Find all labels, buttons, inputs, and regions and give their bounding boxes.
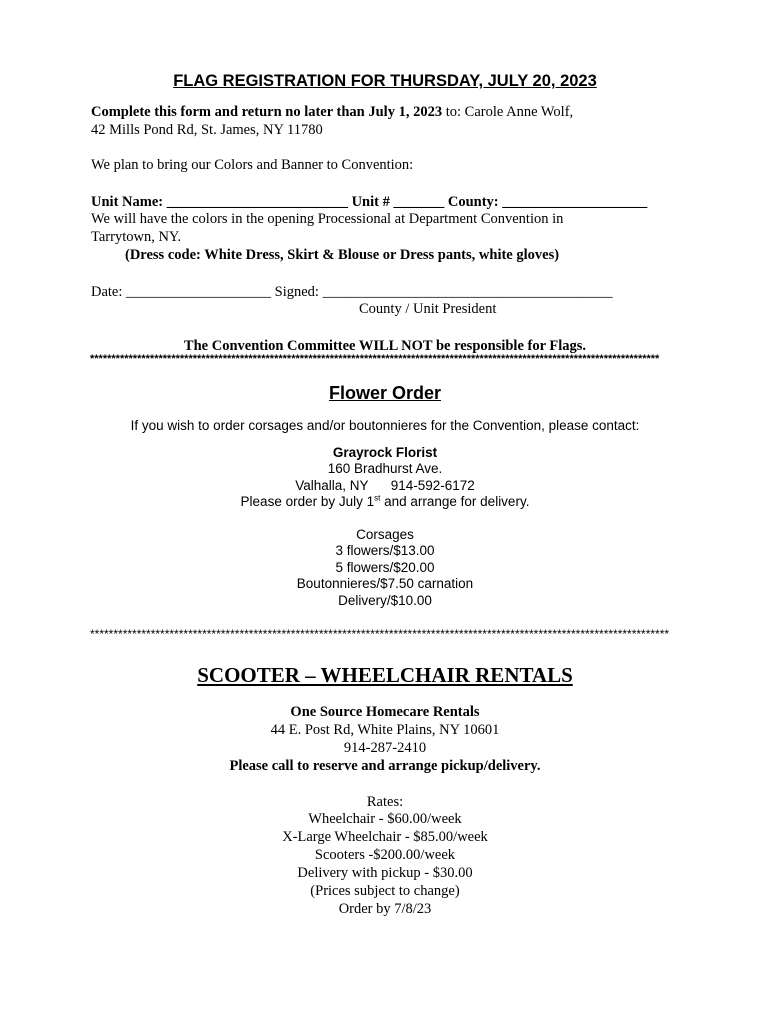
rate-item: Wheelchair - $60.00/week xyxy=(308,811,462,827)
florist-city-phone: Valhalla, NY 914-592-6172 xyxy=(295,478,475,493)
unit-fields-line[interactable]: Unit Name: _________________________ Unit # _______ County: ____________________ xyxy=(91,194,648,210)
flag-plan-text: We plan to bring our Colors and Banner to Convention: xyxy=(91,157,414,173)
rental-phone: 914-287-2410 xyxy=(343,740,427,756)
flower-intro: If you wish to order corsages and/or boutonnieres for the Convention, please contact: xyxy=(130,418,640,433)
colors-processional-text: We will have the colors in the opening Processional at Department Convention in xyxy=(91,211,564,227)
scooter-rentals-title: SCOOTER – WHEELCHAIR RENTALS xyxy=(197,663,573,687)
date-signed-line[interactable]: Date: ____________________ Signed: ________________________________________ xyxy=(91,284,613,300)
flag-return-address: 42 Mills Pond Rd, St. James, NY 11780 xyxy=(91,122,323,138)
corsages-heading: Corsages xyxy=(356,527,414,542)
order-deadline-pre: Please order by July 1 xyxy=(240,494,375,509)
florist-name: Grayrock Florist xyxy=(332,445,438,460)
flower-price-item: Boutonnieres/$7.50 carnation xyxy=(296,576,474,591)
flag-registration-title: FLAG REGISTRATION FOR THURSDAY, JULY 20, 2023 xyxy=(173,72,597,90)
florist-street: 160 Bradhurst Ave. xyxy=(327,461,443,476)
order-deadline-sup: st xyxy=(374,493,381,503)
flag-disclaimer: The Convention Committee WILL NOT be responsible for Flags. xyxy=(183,338,587,354)
rate-item: (Prices subject to change) xyxy=(310,883,460,899)
order-deadline-post: and arrange for delivery. xyxy=(380,494,530,509)
flower-order-title: Flower Order xyxy=(328,383,442,403)
rate-item: Scooters -$200.00/week xyxy=(314,847,456,863)
rental-address: 44 E. Post Rd, White Plains, NY 10601 xyxy=(270,722,500,738)
flower-price-item: 5 flowers/$20.00 xyxy=(335,560,435,575)
florist-order-deadline xyxy=(0,494,770,509)
colors-location-text: Tarrytown, NY. xyxy=(91,229,182,245)
dress-code: (Dress code: White Dress, Skirt & Blouse or Dress pants, white gloves) xyxy=(125,247,560,263)
signed-caption: County / Unit President xyxy=(359,301,497,317)
rates-heading: Rates: xyxy=(366,794,404,810)
flag-intro-deadline: Complete this form and return no later than July 1, 2023 xyxy=(91,104,443,120)
rental-call-note: Please call to reserve and arrange pickup/delivery. xyxy=(229,758,541,774)
rate-item: Order by 7/8/23 xyxy=(338,901,432,917)
separator-stars-1: ************************************************************************************************************************************* xyxy=(90,353,660,365)
flag-intro xyxy=(91,104,573,121)
flower-price-item: Delivery/$10.00 xyxy=(338,593,432,608)
flag-intro-recipient: to: Carole Anne Wolf, xyxy=(442,104,574,120)
rental-company: One Source Homecare Rentals xyxy=(290,704,480,720)
separator-stars-2: **************************************************************************************************************************** xyxy=(90,627,670,641)
rate-item: X-Large Wheelchair - $85.00/week xyxy=(282,829,488,845)
flower-price-item: 3 flowers/$13.00 xyxy=(335,543,435,558)
rate-item: Delivery with pickup - $30.00 xyxy=(297,865,473,881)
